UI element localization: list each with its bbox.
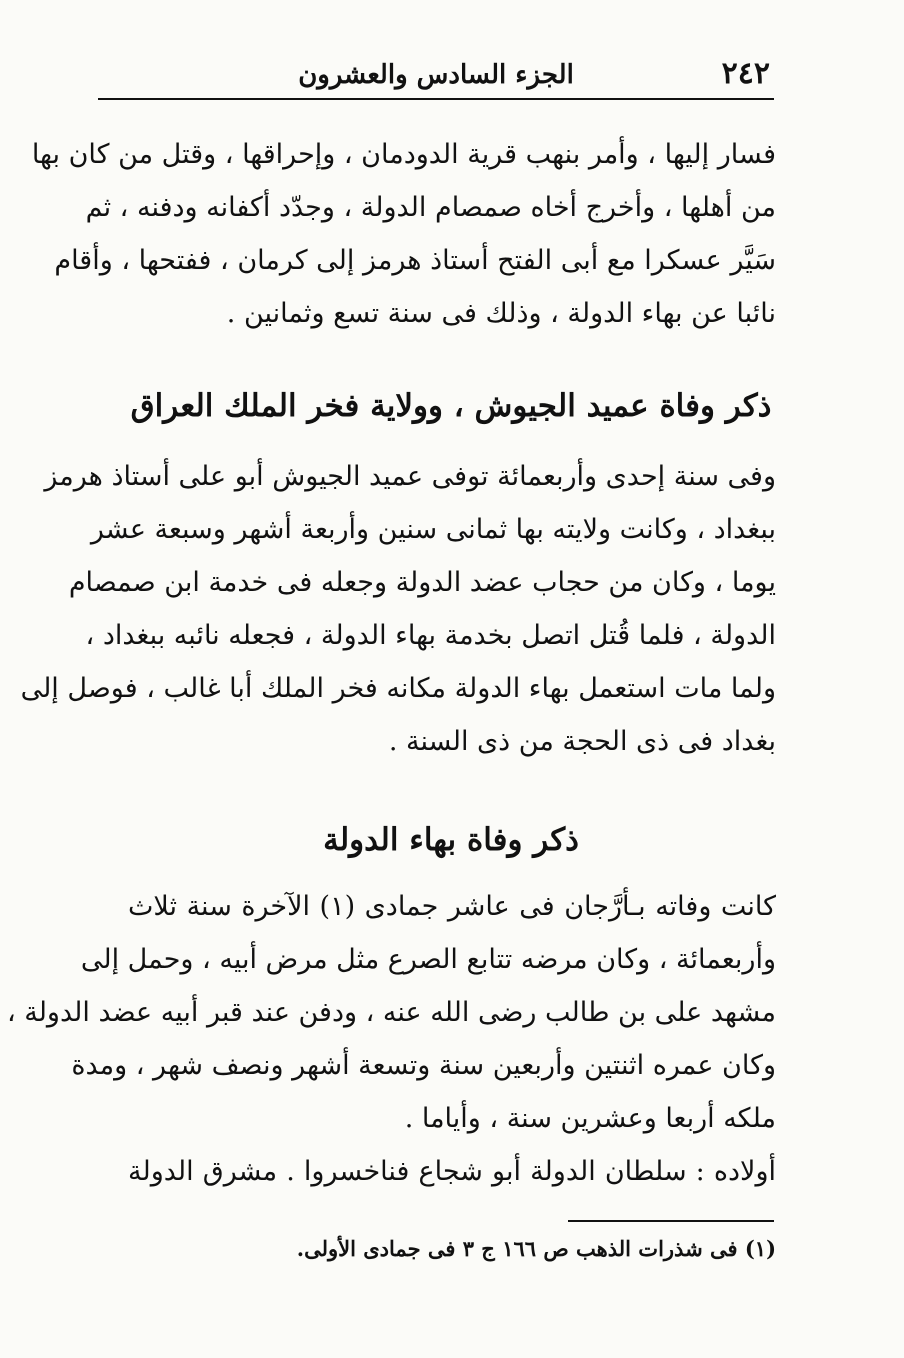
text-line: وكان عمره اثنتين وأربعين سنة وتسعة أشهر ونصف شهر ، ومدة [71,1050,776,1081]
text-line: وفى سنة إحدى وأربعمائة توفى عميد الجيوش أبو على أستاذ هرمز [44,461,776,492]
text-line: نائبا عن بهاء الدولة ، وذلك فى سنة تسع وثمانين . [226,298,776,329]
text-line: فسار إليها ، وأمر بنهب قرية الدودمان ، وإحراقها ، وقتل من كان بها [31,139,776,170]
footnote-divider [568,1220,774,1222]
section-heading-amid-al-juyush: ذكر وفاة عميد الجيوش ، وولاية فخر الملك العراق [130,388,772,424]
text-line: ولما مات استعمل بهاء الدولة مكانه فخر الملك أبا غالب ، فوصل إلى [20,673,776,704]
text-line: ببغداد ، وكانت ولايته بها ثمانى سنين وأربعة أشهر وسبعة عشر [90,514,776,545]
text-line: أولاده : سلطان الدولة أبو شجاع فناخسروا . مشرق الدولة [128,1156,776,1187]
text-line: يوما ، وكان من حجاب عضد الدولة وجعله فى خدمة ابن صمصام [68,567,776,598]
running-header [98,56,774,100]
text-line: كانت وفاته بـأرَّجان فى عاشر جمادى (١) الآخرة سنة ثلاث [128,891,776,922]
paragraph-continued [31,128,776,340]
footnote: (١) فى شذرات الذهب ص ١٦٦ ج ٣ فى جمادى الأولى. [296,1236,776,1261]
section-body-amid-al-juyush [20,450,776,768]
text-line: الدولة ، فلما قُتل اتصل بخدمة بهاء الدولة ، فجعله نائبه ببغداد ، [85,620,776,651]
text-line: من أهلها ، وأخرج أخاه صمصام الدولة ، وجدّد أكفانه ودفنه ، ثم [85,192,776,223]
running-title: الجزء السادس والعشرون [298,60,574,90]
text-line: بغداد فى ذى الحجة من ذى السنة . [388,726,776,757]
text-line: سَيَّر عسكرا مع أبى الفتح أستاذ هرمز إلى كرمان ، ففتحها ، وأقام [54,245,776,276]
text-line: وأربعمائة ، وكان مرضه تتابع الصرع مثل مرض أبيه ، وحمل إلى [80,944,776,975]
text-line: مشهد على بن طالب رضى الله عنه ، ودفن عند قبر أبيه عضد الدولة ، [6,997,776,1028]
section-heading-baha-al-dawla: ذكر وفاة بهاء الدولة [323,822,579,858]
page-number: ٢٤٢ [721,56,770,91]
section-body-baha-al-dawla [6,880,776,1198]
text-line: ملكه أربعا وعشرين سنة ، وأياما . [404,1103,776,1134]
